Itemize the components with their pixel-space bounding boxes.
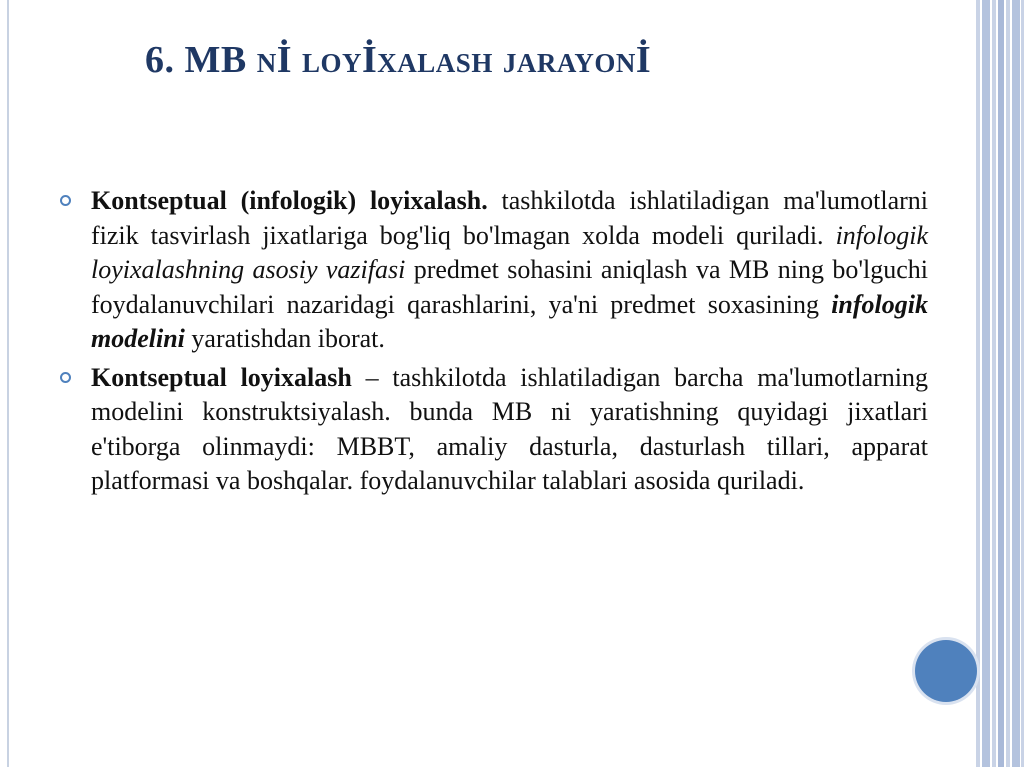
bullet-list: [60, 184, 928, 503]
decor-stripe: [992, 0, 996, 767]
bullet-1-text-2: predmet sohasini aniqlash va MB ning bo'lguchi foydalanuvchilari nazaridagi qarashlarini, ya'ni predmet soxasining: [91, 255, 929, 319]
decor-stripe: [998, 0, 1004, 767]
decor-circle: [915, 640, 977, 702]
bullet-2-term: Kontseptual loyixalash: [91, 362, 352, 392]
bullet-2-text: – tashkilotda ishlatiladigan barcha ma'lumotlarning modelini konstruktsiyalash. bunda MB ni yaratishning quyidagi jixatlari e'tiborga olinmaydi: MBBT, amaliy dasturla, dasturlash tillari, apparat platformasi va boshqalar. foydalanuvchilar talablari asosida quriladi.: [91, 362, 928, 495]
bullet-1-strong-emphasis: infologik modelini: [91, 289, 928, 353]
left-border-line: [7, 0, 9, 767]
decor-stripe: [1012, 0, 1020, 767]
title-number: 6. MB: [145, 39, 247, 81]
decor-stripe: [1006, 0, 1010, 767]
bullet-circle-icon: [60, 372, 71, 383]
bullet-1-term: Kontseptual (infologik) loyixalash.: [91, 186, 488, 215]
decor-stripe: [976, 0, 980, 767]
decor-stripe: [982, 0, 990, 767]
bullet-1-text-3: yaratishdan iborat.: [184, 324, 385, 353]
bullet-1-emphasis: infologik loyixalashning asosiy vazifasi: [91, 220, 928, 284]
title-text: nİ loyİxalash jarayonİ: [246, 39, 652, 81]
page-title: [145, 38, 651, 82]
bullet-circle-icon: [60, 195, 71, 206]
bullet-item-2: [60, 361, 928, 499]
bullet-1-text: tashkilotda ishlatiladigan ma'lumotlarni fizik tasvirlash jixatlariga bog'liq bo'lmagan xolda modeli quriladi.: [91, 186, 929, 250]
bullet-item-1: [60, 184, 928, 357]
